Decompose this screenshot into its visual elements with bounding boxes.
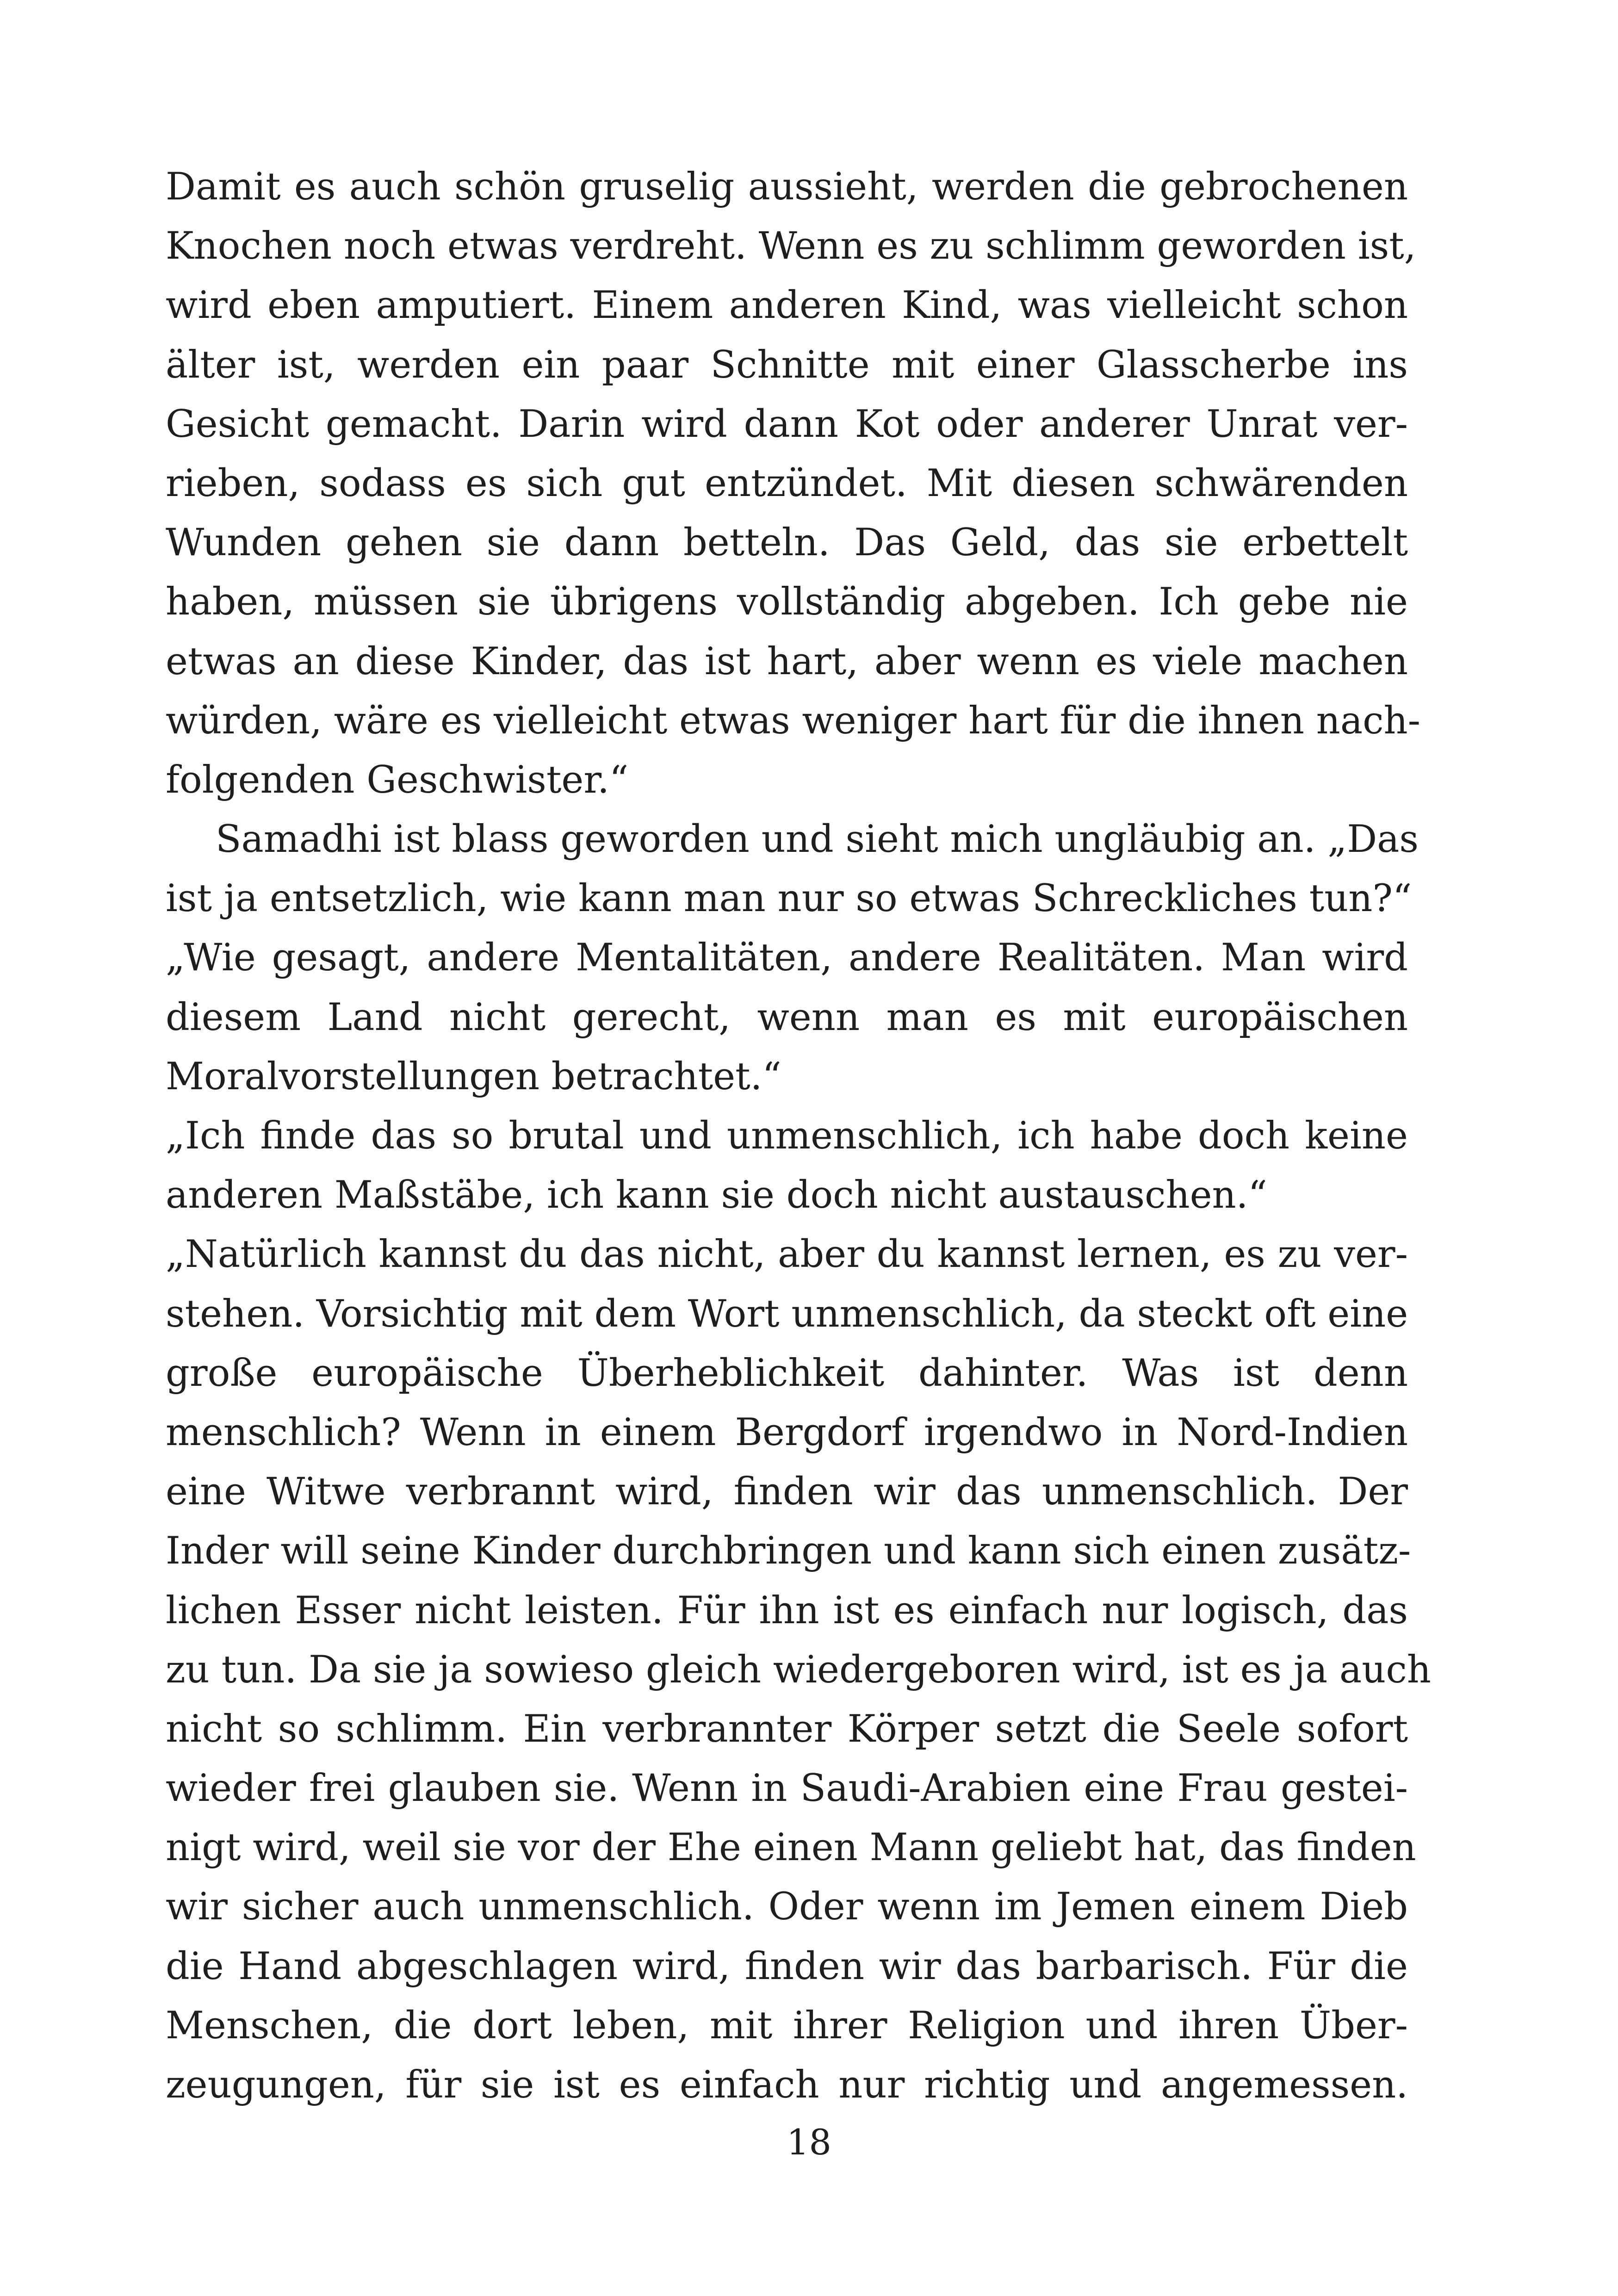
text-line: nigt wird, weil sie vor der Ehe einen Mann geliebt hat, das finden <box>166 1826 1416 1870</box>
text-line: wir sicher auch unmenschlich. Oder wenn im Jemen einem Dieb <box>166 1885 1408 1929</box>
text-line: Inder will seine Kinder durchbringen und kann sich einen zusätz- <box>166 1529 1411 1573</box>
text-line: zu tun. Da sie ja sowieso gleich wiedergeboren wird, ist es ja auch <box>166 1648 1431 1692</box>
text-line: „Wie gesagt, andere Mentalitäten, andere Realitäten. Man wird <box>166 936 1408 980</box>
text-line: zeugungen, für sie ist es einfach nur richtig und angemessen. <box>166 2063 1408 2107</box>
text-line: wieder frei glauben sie. Wenn in Saudi-Arabien eine Frau gestei- <box>166 1767 1408 1811</box>
text-line: älter ist, werden ein paar Schnitte mit einer Glasscherbe ins <box>166 343 1408 387</box>
text-line: große europäische Überheblichkeit dahinter. Was ist denn <box>166 1351 1408 1395</box>
text-line: wird eben amputiert. Einem anderen Kind, was vielleicht schon <box>166 284 1408 328</box>
text-line: rieben, sodass es sich gut entzündet. Mit diesen schwärenden <box>166 461 1408 505</box>
text-line: Wunden gehen sie dann betteln. Das Geld, das sie erbettelt <box>166 521 1408 565</box>
text-line: die Hand abgeschlagen wird, finden wir das barbarisch. Für die <box>166 1944 1408 1988</box>
text-line: nicht so schlimm. Ein verbrannter Körper setzt die Seele sofort <box>166 1707 1408 1751</box>
text-line: haben, müssen sie übrigens vollständig abgeben. Ich gebe nie <box>166 580 1408 624</box>
text-line: eine Witwe verbrannt wird, finden wir das unmenschlich. Der <box>166 1470 1408 1514</box>
text-line: menschlich? Wenn in einem Bergdorf irgendwo in Nord-Indien <box>166 1410 1408 1454</box>
text-line: anderen Maßstäbe, ich kann sie doch nicht austauschen.“ <box>166 1173 1267 1217</box>
body-text <box>166 157 1431 2115</box>
page-number: 18 <box>787 2122 831 2163</box>
text-line: Gesicht gemacht. Darin wird dann Kot oder anderer Unrat ver- <box>166 402 1408 446</box>
text-line: Knochen noch etwas verdreht. Wenn es zu schlimm geworden ist, <box>166 224 1416 268</box>
text-line: „Natürlich kannst du das nicht, aber du kannst lernen, es zu ver- <box>166 1233 1408 1277</box>
text-line: „Ich finde das so brutal und unmenschlich, ich habe doch keine <box>166 1114 1408 1158</box>
text-line: lichen Esser nicht leisten. Für ihn ist es einfach nur logisch, das <box>166 1589 1408 1632</box>
text-line: Samadhi ist blass geworden und sieht mich ungläubig an. „Das <box>216 818 1419 862</box>
text-line: etwas an diese Kinder, das ist hart, aber wenn es viele machen <box>166 639 1408 683</box>
text-line: Moralvorstellungen betrachtet.“ <box>166 1055 781 1098</box>
text-line: Damit es auch schön gruselig aussieht, werden die gebrochenen <box>166 165 1408 209</box>
text-line: diesem Land nicht gerecht, wenn man es mit europäischen <box>166 995 1408 1039</box>
text-line: würden, wäre es vielleicht etwas weniger hart für die ihnen nach- <box>166 699 1421 743</box>
text-line: stehen. Vorsichtig mit dem Wort unmenschlich, da steckt oft eine <box>166 1292 1408 1336</box>
text-line: ist ja entsetzlich, wie kann man nur so etwas Schreckliches tun?“ <box>166 877 1412 921</box>
text-line: Menschen, die dort leben, mit ihrer Religion und ihren Über- <box>166 2004 1408 2048</box>
text-line: folgenden Geschwister.“ <box>166 758 629 802</box>
